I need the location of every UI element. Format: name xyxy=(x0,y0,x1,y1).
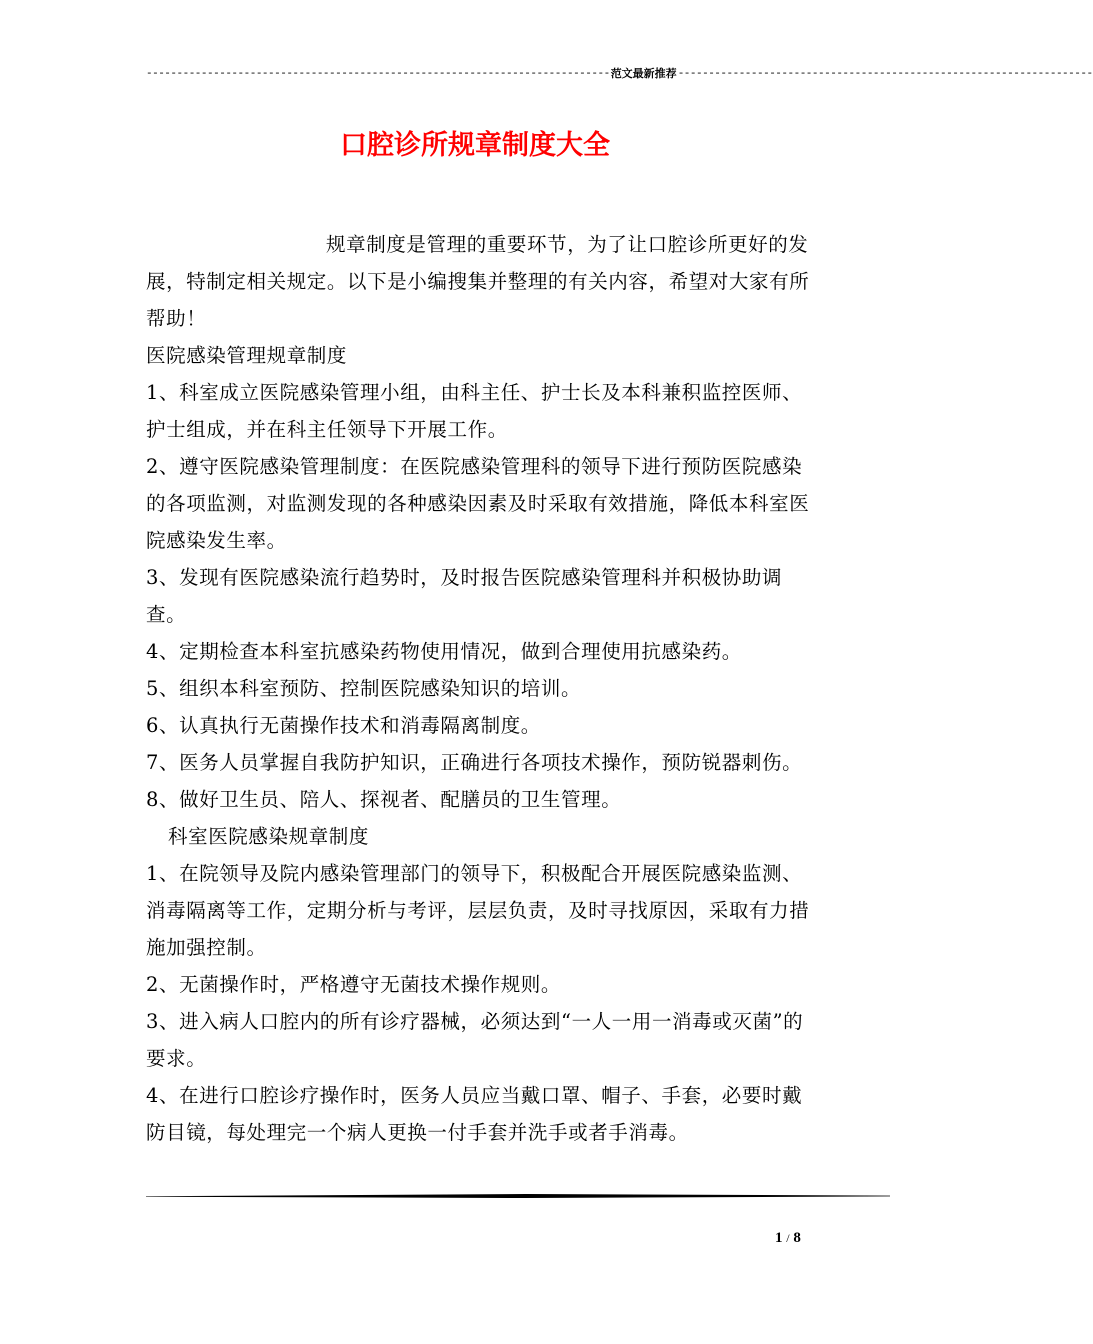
list-item: 1、在院领导及院内感染管理部门的领导下，积极配合开展医院感染监测、消毒隔离等工作，定期分析与考评，层层负责，及时寻找原因，采取有力措施加强控制。 xyxy=(146,862,810,959)
document-title: 口腔诊所规章制度大全 xyxy=(340,130,610,161)
list-item: 2、无菌操作时，严格遵守无菌技术操作规则。 xyxy=(146,973,562,996)
list-item: 7、医务人员掌握自我防护知识，正确进行各项技术操作，预防锐器刺伤。 xyxy=(146,751,803,774)
page-number xyxy=(775,1228,801,1248)
list-item: 4、在进行口腔诊疗操作时，医务人员应当戴口罩、帽子、手套，必要时戴防目镜，每处理完一个病人更换一付手套并洗手或者手消毒。 xyxy=(146,1084,803,1144)
footer-rule xyxy=(146,1194,890,1198)
header-dashes-right: -------------------------------------------------------------------- xyxy=(677,68,1093,80)
section-heading: 科室医院感染规章制度 xyxy=(168,825,370,848)
header-dashes-left: ---------------------------------------------------------------------------- xyxy=(146,68,610,80)
page-total: 8 xyxy=(793,1230,801,1246)
list-item: 3、发现有医院感染流行趋势时，及时报告医院感染管理科并积极协助调查。 xyxy=(146,566,783,626)
list-item: 4、定期检查本科室抗感染药物使用情况，做到合理使用抗感染药。 xyxy=(146,640,742,663)
list-item: 3、进入病人口腔内的所有诊疗器械，必须达到“一人一用一消毒或灭菌”的要求。 xyxy=(146,1010,804,1070)
list-item: 1、科室成立医院感染管理小组，由科主任、护士长及本科兼积监控医师、护士组成，并在科主任领导下开展工作。 xyxy=(146,381,803,441)
section-heading: 医院感染管理规章制度 xyxy=(146,344,348,367)
list-item: 6、认真执行无菌操作技术和消毒隔离制度。 xyxy=(146,714,541,737)
intro-paragraph: 规章制度是管理的重要环节，为了让口腔诊所更好的发展，特制定相关规定。以下是小编搜集并整理的有关内容，希望对大家有所帮助！ xyxy=(146,233,810,330)
page-separator: / xyxy=(786,1231,790,1245)
document-body xyxy=(146,226,810,1151)
list-item: 8、做好卫生员、陪人、探视者、配膳员的卫生管理。 xyxy=(146,788,622,811)
header-label: 范文最新推荐 xyxy=(610,67,677,80)
page-current: 1 xyxy=(775,1230,783,1246)
page-header xyxy=(146,66,1093,82)
list-item: 5、组织本科室预防、控制医院感染知识的培训。 xyxy=(146,677,582,700)
list-item: 2、遵守医院感染管理制度：在医院感染管理科的领导下进行预防医院感染的各项监测，对监测发现的各种感染因素及时采取有效措施，降低本科室医院感染发生率。 xyxy=(146,455,810,552)
